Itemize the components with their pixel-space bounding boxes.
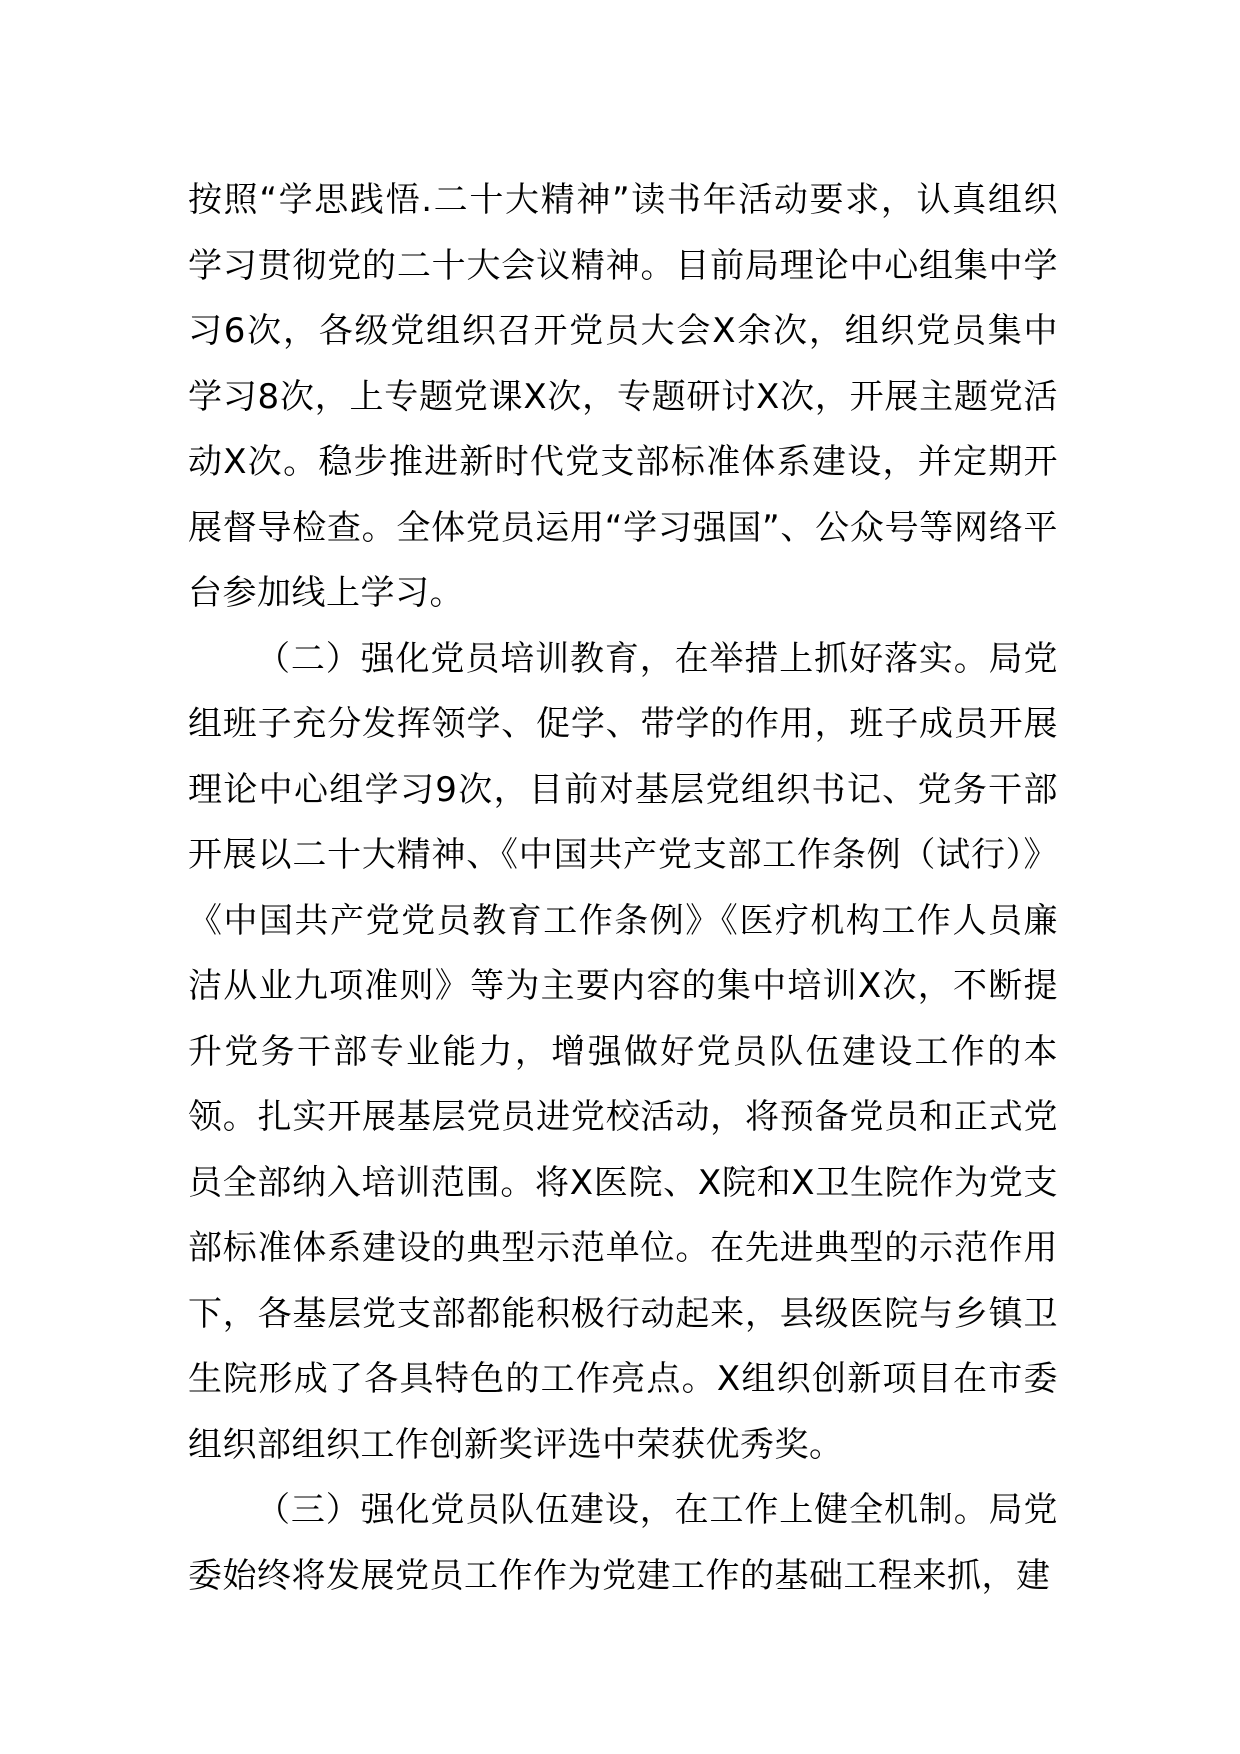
paragraph-party-training: （二）强化党员培训教育，在举措上抓好落实。局党组班子充分发挥领学、促学、带学的作用，班子成员开展理论中心组学习9次，目前对基层党组织书记、党务干部开展以二十大精神、《中国共产党支部工作条例（试行）》《中国共产党党员教育工作条例》《医疗机构工作人员廉洁从业九项准则》等为主要内容的集中培训X次，不断提升党务干部专业能力，增强做好党员队伍建设工作的本领。扎实开展基层党员进党校活动，将预备党员和正式党员全部纳入培训范围。将X医院、X院和X卫生院作为党支部标准体系建设的典型示范单位。在先进典型的示范作用下，各基层党支部都能积极行动起来，县级医院与乡镇卫生院形成了各具特色的工作亮点。X组织创新项目在市委组织部组织工作创新奖评选中荣获优秀奖。 — [188, 638, 1058, 1465]
paragraph-team-building: （三）强化党员队伍建设，在工作上健全机制。局党委始终将发展党员工作作为党建工作的基础工程来抓，建 — [188, 1490, 1058, 1596]
paragraph-study-activities: 按照“学思践悟.二十大精神”读书年活动要求，认真组织学习贯彻党的二十大会议精神。目前局理论中心组集中学习6次，各级党组织召开党员大会X余次，组织党员集中学习8次，上专题党课X次，专题研讨X次，开展主题党活动X次。稳步推进新时代党支部标准体系建设，并定期开展督导检查。全体党员运用“学习强国”、公众号等网络平台参加线上学习。 — [188, 180, 1058, 613]
document-body — [188, 168, 1058, 1609]
